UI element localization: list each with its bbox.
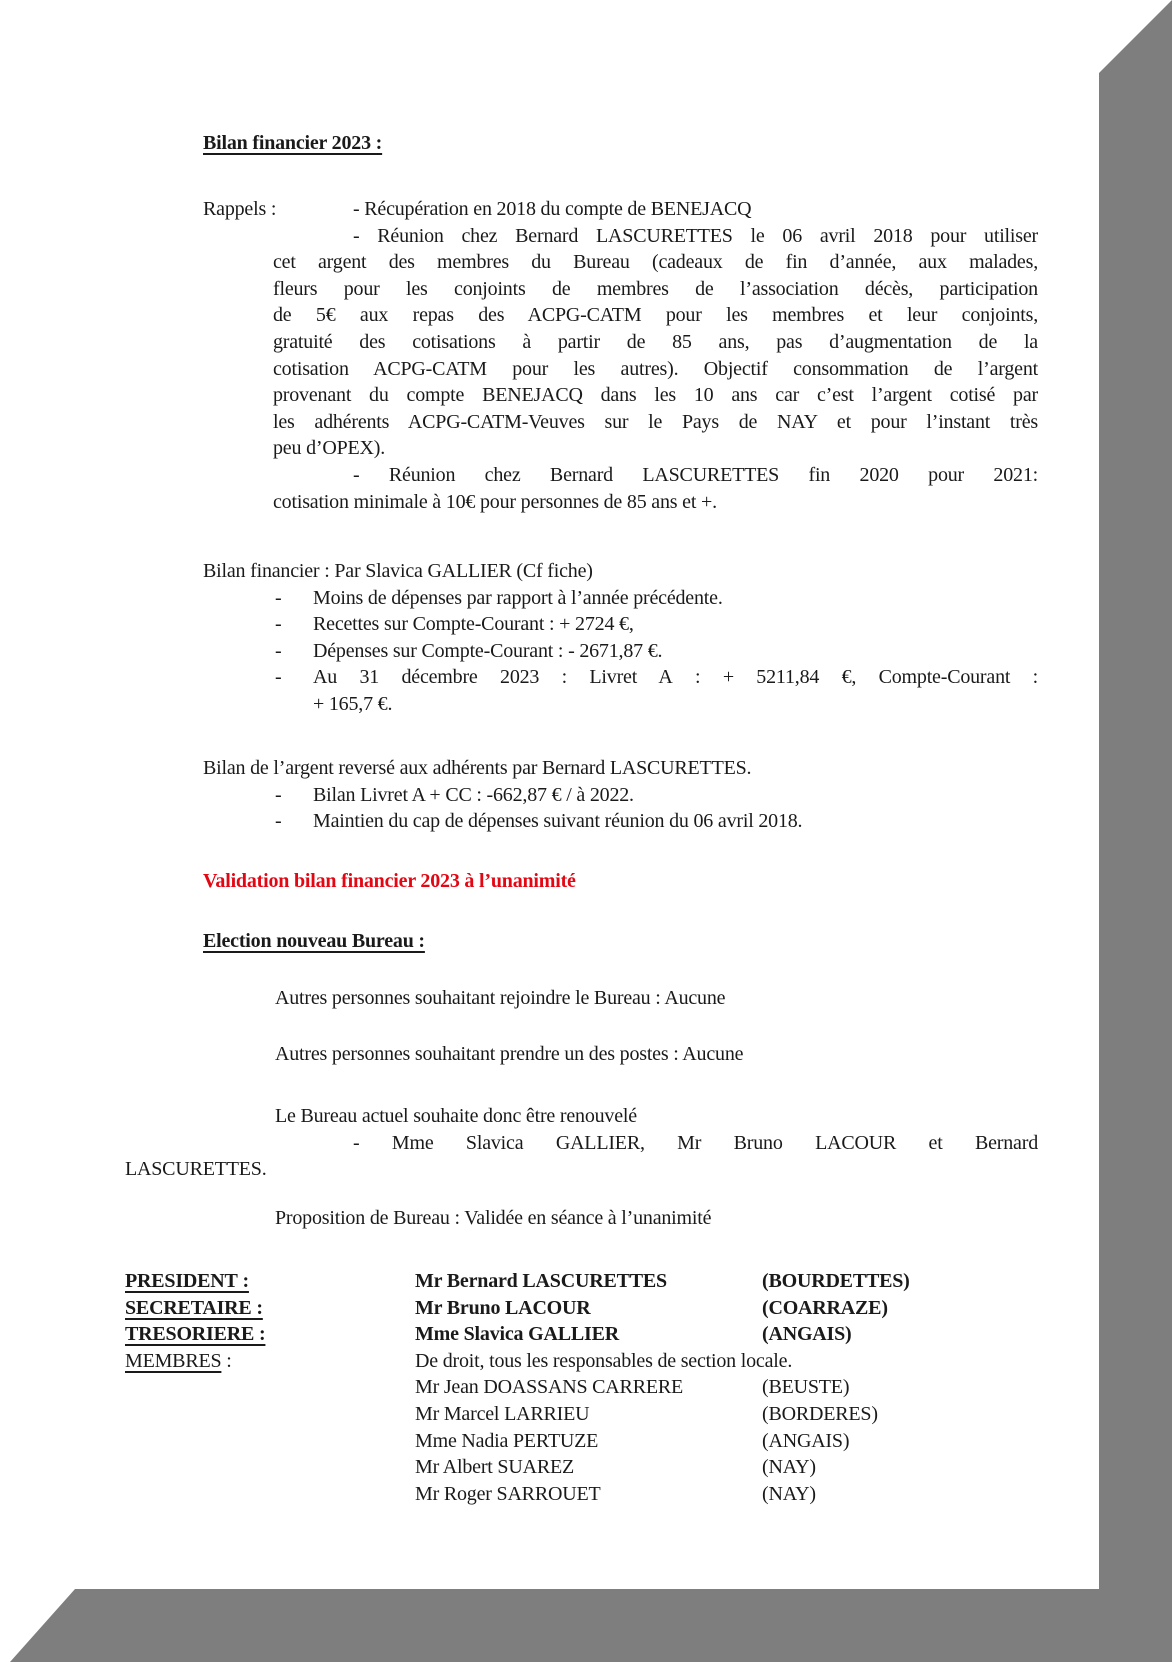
bureau-renouvele-paragraph	[125, 1103, 1038, 1183]
rappels-label: Rappels :	[203, 198, 277, 220]
bilan-financier-intro: Bilan financier : Par Slavica GALLIER (Cf fiche)	[203, 560, 593, 582]
autres-postes-paragraph	[125, 1041, 1038, 1068]
rappels-item-2-line-1: - Réunion chez Bernard LASCURETTES le 06 avril 2018 pour utiliser	[353, 224, 1038, 247]
bullet-dash: -	[275, 810, 282, 833]
bureau-line-1: Le Bureau actuel souhaite donc être renouvelé	[275, 1105, 637, 1127]
table-row-membre-4	[125, 1454, 1038, 1481]
bilan-financier-section	[125, 558, 1038, 718]
proposition-paragraph	[125, 1205, 1038, 1232]
rappels-item-2-line-4: de 5€ aux repas des ACPG-CATM pour les membres et leur conjoints,	[273, 304, 1038, 327]
bullet-dash: -	[275, 586, 282, 609]
validation-statement: Validation bilan financier 2023 à l’unanimité	[203, 870, 576, 892]
bilan-financier-bullet-3	[125, 638, 1038, 665]
place-cell: (COARRAZE)	[762, 1296, 888, 1319]
bullet-dash: -	[275, 666, 282, 689]
bullet-text: + 165,7 €.	[313, 692, 393, 715]
bullet-text: Bilan Livret A + CC : -662,87 € / à 2022.	[313, 783, 634, 806]
role-cell	[125, 1454, 415, 1481]
table-row-membre-5	[125, 1481, 1038, 1508]
bullet-dash: -	[275, 639, 282, 662]
autres-rejoindre-text: Autres personnes souhaitant rejoindre le Bureau : Aucune	[275, 987, 726, 1009]
table-row-secretaire	[125, 1295, 1038, 1322]
bureau-table	[125, 1268, 1038, 1507]
rappels-item-2-line-8: les adhérents ACPG-CATM-Veuves sur le Pays de NAY et pour l’instant très	[273, 410, 1038, 433]
rappels-item-2-line-3: fleurs pour les conjoints de membres de l’association décès, participation	[273, 277, 1038, 300]
rappels-item-3-line-1: - Réunion chez Bernard LASCURETTES fin 2020 pour 2021:	[353, 463, 1038, 486]
name-cell: Mr Albert SUAREZ	[415, 1456, 575, 1479]
rappels-item-3-line-2: cotisation minimale à 10€ pour personnes de 85 ans et +.	[273, 490, 717, 513]
name-cell: Mr Roger SARROUET	[415, 1482, 601, 1505]
place-cell: (NAY)	[762, 1482, 816, 1505]
name-cell: Mr Jean DOASSANS CARRERE	[415, 1376, 684, 1399]
name-cell: De droit, tous les responsables de section locale.	[415, 1349, 793, 1372]
name-cell: Mr Bruno LACOUR	[415, 1296, 591, 1319]
name-cell: Mme Nadia PERTUZE	[415, 1429, 599, 1452]
election-section-title	[125, 928, 1038, 955]
bilan-argent-section	[125, 755, 1038, 835]
role-cell	[125, 1481, 415, 1508]
place-cell: (ANGAIS)	[762, 1323, 852, 1346]
table-row-membre-3	[125, 1428, 1038, 1455]
validation-section	[125, 868, 1038, 895]
role-cell	[125, 1428, 415, 1455]
bureau-line-3: LASCURETTES.	[125, 1158, 267, 1181]
autres-postes-text: Autres personnes souhaitant prendre un des postes : Aucune	[275, 1043, 744, 1065]
place-cell: (BORDERES)	[762, 1402, 878, 1425]
election-heading-text: Election nouveau Bureau :	[203, 930, 425, 952]
rappels-item-2-line-9: peu d’OPEX).	[273, 437, 386, 460]
election-heading	[125, 928, 1038, 955]
role-cell	[125, 1374, 415, 1401]
bullet-text: Moins de dépenses par rapport à l’année précédente.	[313, 586, 723, 609]
bilan-argent-bullet-1	[125, 782, 1038, 809]
bilan-financier-bullet-4-line-1	[125, 664, 1038, 691]
bilan-argent-intro: Bilan de l’argent reversé aux adhérents par Bernard LASCURETTES.	[203, 757, 752, 779]
section-bilan-financier-title	[125, 130, 1038, 157]
bullet-dash: -	[275, 783, 282, 806]
rappels-item-2-line-2: cet argent des membres du Bureau (cadeaux de fin d’année, aux malades,	[273, 251, 1038, 274]
rappels-item-2-line-6: cotisation ACPG-CATM pour les autres). Objectif consommation de l’argent	[273, 357, 1038, 380]
rappels-first-line	[125, 196, 1038, 223]
proposition-text: Proposition de Bureau : Validée en séance à l’unanimité	[275, 1207, 712, 1229]
table-row-membres	[125, 1348, 1038, 1375]
table-row-membre-2	[125, 1401, 1038, 1428]
bilan-argent-bullet-2	[125, 808, 1038, 835]
bullet-text: Maintien du cap de dépenses suivant réunion du 06 avril 2018.	[313, 810, 803, 833]
bullet-text: Dépenses sur Compte-Courant : - 2671,87 €.	[313, 639, 663, 662]
rappels-item-2-line-7: provenant du compte BENEJACQ dans les 10 ans car c’est l’argent cotisé par	[273, 384, 1038, 407]
table-row-tresoriere	[125, 1321, 1038, 1348]
place-cell: (BEUSTE)	[762, 1376, 850, 1399]
table-row-president	[125, 1268, 1038, 1295]
role-cell	[125, 1401, 415, 1428]
bullet-text: Recettes sur Compte-Courant : + 2724 €,	[313, 613, 634, 636]
role-cell: TRESORIERE :	[125, 1323, 266, 1346]
rappels-item-2-line-5: gratuité des cotisations à partir de 85 ans, pas d’augmentation de la	[273, 330, 1038, 353]
bilan-financier-bullet-4-line-2	[125, 691, 1038, 718]
autres-rejoindre-paragraph	[125, 985, 1038, 1012]
page-title	[125, 130, 1038, 157]
name-cell: Mr Marcel LARRIEU	[415, 1402, 590, 1425]
bullet-text: Au 31 décembre 2023 : Livret A : + 5211,84 €, Compte-Courant :	[313, 666, 1038, 689]
bureau-line-2: - Mme Slavica GALLIER, Mr Bruno LACOUR et Bernard	[353, 1131, 1038, 1154]
place-cell: (NAY)	[762, 1456, 816, 1479]
rappels-item-1: - Récupération en 2018 du compte de BENEJACQ	[353, 198, 752, 220]
page-title-text: Bilan financier 2023 :	[203, 132, 383, 154]
name-cell: Mr Bernard LASCURETTES	[415, 1270, 667, 1292]
table-row-membre-1	[125, 1374, 1038, 1401]
name-cell: Mme Slavica GALLIER	[415, 1323, 619, 1346]
bullet-dash: -	[275, 613, 282, 636]
role-cell: MEMBRES :	[125, 1349, 232, 1372]
rappels-section	[125, 196, 1038, 515]
place-cell: (ANGAIS)	[762, 1429, 850, 1452]
place-cell: (BOURDETTES)	[762, 1270, 910, 1292]
bilan-financier-bullet-1	[125, 585, 1038, 612]
bilan-financier-bullet-2	[125, 611, 1038, 638]
place-cell	[835, 1348, 1038, 1375]
role-cell: SECRETAIRE :	[125, 1296, 263, 1319]
document-content	[125, 0, 1038, 1662]
role-cell: PRESIDENT :	[125, 1270, 249, 1292]
